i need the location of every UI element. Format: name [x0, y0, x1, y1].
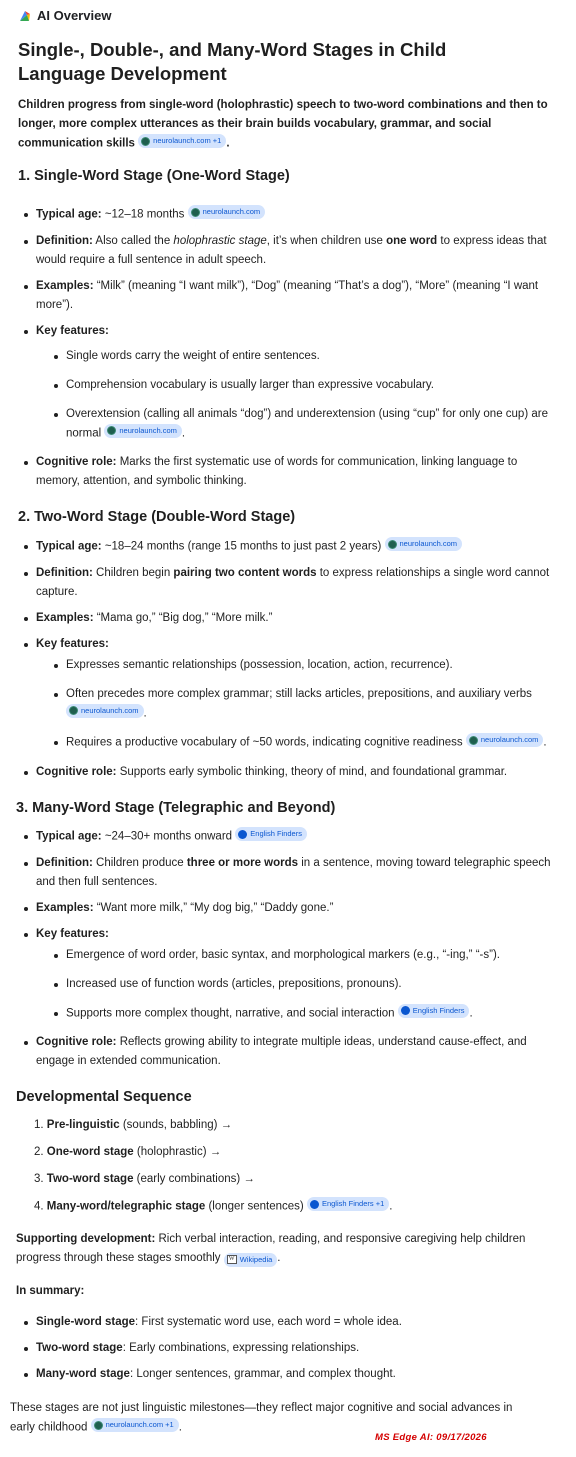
list-item: Key features: Single words carry the weight of entire sentences. Comprehension vocabulary is usually larger than expressive vocabulary. Overextension (calling all animals “dog”) and underextension (using “cup” for only one cup) are normal neurolaunch.com . — [24, 322, 560, 444]
list-item: Typical age: ~24–30+ months onward English Finders — [24, 827, 560, 847]
summary-item: Single-word stage: First systematic word use, each word = whole idea. — [24, 1313, 560, 1332]
english-finders-icon — [401, 1006, 410, 1015]
list-item: Examples: “Want more milk,” “My dog big,” “Daddy gone.” — [24, 899, 560, 918]
neurolaunch-icon — [141, 137, 150, 146]
wikipedia-icon: W — [227, 1255, 237, 1264]
section-list-two-word — [24, 537, 560, 782]
page-title: Single-, Double-, and Many-Word Stages in Child Language Development — [18, 39, 447, 84]
sequence-item: 4. Many-word/telegraphic stage (longer sentences) English Finders +1 . — [34, 1199, 393, 1213]
sub-list — [36, 656, 560, 753]
source-chip[interactable]: English Finders — [235, 827, 307, 841]
sub-list-item: Often precedes more complex grammar; still lacks articles, prepositions, and auxiliary verbs neurolaunch.com . — [54, 685, 560, 724]
list-item: Examples: “Mama go,” “Big dog,” “More milk.” — [24, 609, 560, 628]
list-item: Typical age: ~18–24 months (range 15 months to just past 2 years) neurolaunch.com — [24, 537, 560, 557]
summary-heading: In summary: — [16, 1285, 85, 1297]
sequence-item: 1. Pre-linguistic (sounds, babbling) → — [34, 1119, 233, 1131]
sub-list — [36, 946, 560, 1024]
ai-overview-header — [18, 6, 111, 25]
neurolaunch-icon — [107, 426, 116, 435]
summary-item: Many-word stage: Longer sentences, grammar, and complex thought. — [24, 1365, 560, 1384]
neurolaunch-icon — [191, 208, 200, 217]
sequence-list — [34, 1116, 570, 1225]
supporting-paragraph: Supporting development: Rich verbal interaction, reading, and responsive caregiving help children progress through these stages smoothly W Wikipedia . — [16, 1230, 556, 1268]
source-chip[interactable]: neurolaunch.com +1 — [138, 134, 226, 148]
list-item: Cognitive role: Marks the first systematic use of words for communication, linking language to memory, attention, and symbolic thinking. — [24, 453, 560, 491]
list-item: Cognitive role: Reflects growing ability to integrate multiple ideas, understand cause-effect, and engage in extended communication. — [24, 1033, 560, 1071]
sub-list-item: Overextension (calling all animals “dog”) and underextension (using “cup” for only one cup) are normal neurolaunch.com . — [54, 405, 560, 444]
source-chip[interactable]: neurolaunch.com — [188, 205, 266, 219]
list-item: Definition: Also called the holophrastic stage, it’s when children use one word to express ideas that would require a full sentence in adult speech. — [24, 232, 560, 270]
sequence-item: 2. One-word stage (holophrastic) → — [34, 1146, 222, 1158]
list-item: Examples: “Milk” (meaning “I want milk”), “Dog” (meaning “That’s a dog”), “More” (meaning “I want more”). — [24, 277, 560, 315]
summary-item: Two-word stage: Early combinations, expressing relationships. — [24, 1339, 560, 1358]
source-chip[interactable]: neurolaunch.com — [466, 733, 544, 747]
neurolaunch-icon — [388, 540, 397, 549]
neurolaunch-icon — [69, 706, 78, 715]
source-chip[interactable]: English Finders +1 — [307, 1197, 389, 1211]
source-chip[interactable]: W Wikipedia — [224, 1253, 278, 1267]
section-heading-many-word: 3. Many-Word Stage (Telegraphic and Beyond) — [16, 800, 336, 816]
english-finders-icon — [238, 830, 247, 839]
source-chip[interactable]: neurolaunch.com +1 — [91, 1418, 179, 1432]
source-chip[interactable]: neurolaunch.com — [104, 424, 182, 438]
list-item: Key features: Expresses semantic relationships (possession, location, action, recurrence). Often precedes more complex grammar; still lacks articles, prepositions, and auxiliary verbs neurolaunch.com . Requires a productive vocabulary of ~50 words, indicating cognitive readiness neurolaunch.com . — [24, 635, 560, 753]
list-item: Definition: Children begin pairing two content words to express relationships a single word cannot capture. — [24, 564, 560, 602]
section-heading-single-word: 1. Single-Word Stage (One-Word Stage) — [18, 168, 290, 184]
section-list-many-word — [24, 827, 560, 1071]
sub-list-item: Requires a productive vocabulary of ~50 words, indicating cognitive readiness neurolaunch.com . — [54, 733, 560, 753]
sequence-item: 3. Two-word stage (early combinations) → — [34, 1173, 255, 1185]
sub-list-item: Comprehension vocabulary is usually larger than expressive vocabulary. — [54, 376, 560, 395]
edge-ai-stamp: MS Edge AI: 09/17/2026 — [375, 1432, 487, 1443]
ai-overview-label: AI Overview — [37, 8, 112, 23]
section-heading-two-word: 2. Two-Word Stage (Double-Word Stage) — [18, 509, 296, 525]
list-item: Key features: Emergence of word order, basic syntax, and morphological markers (e.g., “-ing,” “-s”). Increased use of function words (articles, prepositions, pronouns). Supports more complex thought, narrative, and social interaction English Finders . — [24, 925, 560, 1024]
neurolaunch-icon — [94, 1421, 103, 1430]
sub-list-item: Single words carry the weight of entire sentences. — [54, 347, 560, 366]
source-chip[interactable]: neurolaunch.com — [385, 537, 463, 551]
list-item: Cognitive role: Supports early symbolic thinking, theory of mind, and foundational grammar. — [24, 763, 560, 782]
sequence-heading: Developmental Sequence — [16, 1089, 192, 1105]
sub-list — [36, 347, 560, 444]
sub-list-item: Increased use of function words (articles, prepositions, pronouns). — [54, 975, 560, 994]
source-chip[interactable]: English Finders — [398, 1004, 470, 1018]
ai-sparkle-icon — [18, 9, 32, 23]
intro-paragraph: Children progress from single-word (holophrastic) speech to two-word combinations and then to longer, more complex utterances as their brain builds vocabulary, grammar, and social communication skills neurolaunch.com +1 . — [18, 99, 548, 150]
footer-paragraph: These stages are not just linguistic milestones—they reflect major cognitive and social advances in early childhood neurolaunch.com +1 . — [10, 1402, 513, 1434]
neurolaunch-icon — [469, 736, 478, 745]
list-item: Definition: Children produce three or more words in a sentence, moving toward telegraphic speech and then full sentences. — [24, 854, 560, 892]
section-list-single-word — [24, 205, 560, 491]
english-finders-icon — [310, 1200, 319, 1209]
source-chip[interactable]: neurolaunch.com — [66, 704, 144, 718]
summary-list — [24, 1313, 560, 1391]
sub-list-item: Expresses semantic relationships (possession, location, action, recurrence). — [54, 656, 560, 675]
list-item: Typical age: ~12–18 months neurolaunch.com — [24, 205, 560, 225]
sub-list-item: Supports more complex thought, narrative, and social interaction English Finders . — [54, 1004, 560, 1024]
sub-list-item: Emergence of word order, basic syntax, and morphological markers (e.g., “-ing,” “-s”). — [54, 946, 560, 965]
